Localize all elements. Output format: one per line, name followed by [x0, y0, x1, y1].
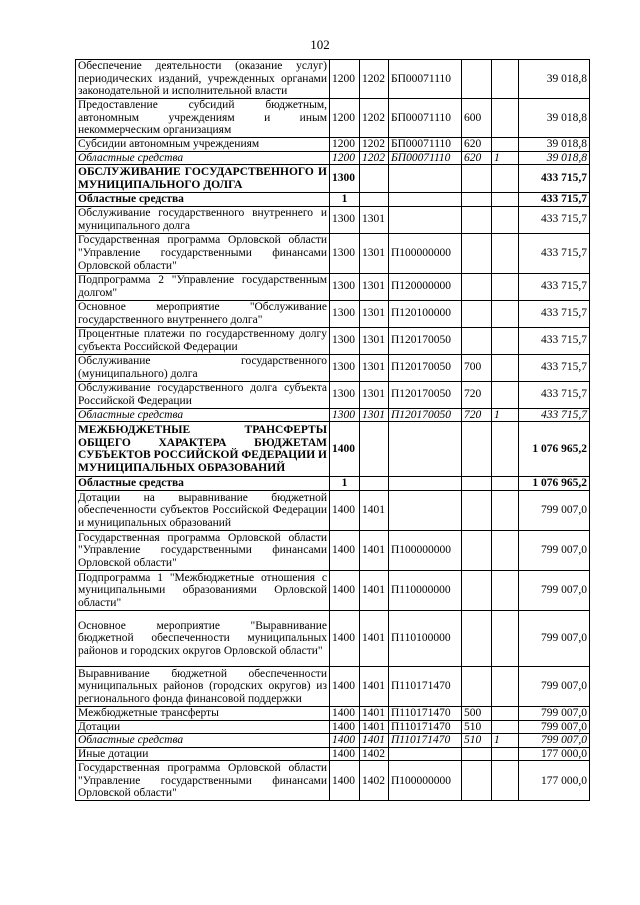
table-row [76, 233, 590, 273]
funding-source-code-cell [492, 747, 519, 761]
item-name-cell: Дотации [76, 720, 330, 734]
section-code-cell: 1400 [330, 530, 360, 570]
item-name-cell: Дотации на выравнивание бюджетной обеспеченности субъектов Российской Федерации и муниципальных образований [76, 490, 330, 530]
funding-source-code-cell [492, 193, 519, 207]
item-name-cell: Обеспечение деятельности (оказание услуг) периодических изданий, учрежденных органами законодательной и исполнительной власти [76, 60, 330, 99]
target-article-code-cell: П120170050 [389, 354, 462, 381]
subsection-code-cell: 1301 [360, 300, 389, 327]
expense-type-code-cell [462, 747, 492, 761]
amount-cell: 799 007,0 [519, 530, 590, 570]
subsection-code-cell: 1202 [360, 138, 389, 152]
funding-source-code-cell [492, 60, 519, 99]
amount-cell: 433 715,7 [519, 354, 590, 381]
amount-cell: 799 007,0 [519, 720, 590, 734]
amount-cell: 433 715,7 [519, 381, 590, 408]
item-name-cell: Государственная программа Орловской области "Управление государственными финансами Орловской области" [76, 530, 330, 570]
expense-type-code-cell [462, 300, 492, 327]
target-article-code-cell: П120000000 [389, 273, 462, 300]
target-article-code-cell: П120170050 [389, 381, 462, 408]
target-article-code-cell: БП00071110 [389, 99, 462, 138]
item-name-cell: Подпрограмма 2 "Управление государственным долгом" [76, 273, 330, 300]
section-code-cell: 1200 [330, 151, 360, 165]
expense-type-code-cell [462, 761, 492, 801]
table-row [76, 354, 590, 381]
amount-cell: 799 007,0 [519, 734, 590, 748]
item-name-cell: Основное мероприятие "Выравнивание бюджетной обеспеченности муниципальных районов и городских округов Орловской области" [76, 610, 330, 666]
item-name-cell: Обслуживание государственного внутреннего и муниципального долга [76, 206, 330, 233]
subsection-code-cell: 1402 [360, 747, 389, 761]
expense-type-code-cell [462, 477, 492, 491]
target-article-code-cell [389, 165, 462, 193]
section-code-cell: 1400 [330, 610, 360, 666]
funding-source-code-cell [492, 206, 519, 233]
item-name-cell: Областные средства [76, 408, 330, 422]
item-name-cell: Иные дотации [76, 747, 330, 761]
table-row [76, 193, 590, 207]
funding-source-code-cell [492, 138, 519, 152]
subsection-code-cell: 1202 [360, 151, 389, 165]
funding-source-code-cell [492, 300, 519, 327]
amount-cell: 433 715,7 [519, 206, 590, 233]
funding-source-code-cell [492, 99, 519, 138]
funding-source-code-cell [492, 610, 519, 666]
section-code-cell: 1400 [330, 720, 360, 734]
amount-cell: 39 018,8 [519, 60, 590, 99]
item-name-cell: Межбюджетные трансферты [76, 706, 330, 720]
table-row [76, 734, 590, 748]
target-article-code-cell [389, 193, 462, 207]
item-name-cell: Подпрограмма 1 "Межбюджетные отношения с муниципальными образованиями Орловской области" [76, 570, 330, 610]
expense-type-code-cell [462, 60, 492, 99]
item-name-cell: Обслуживание государственного (муниципального) долга [76, 354, 330, 381]
page-number: 102 [310, 37, 330, 52]
expense-type-code-cell [462, 273, 492, 300]
funding-source-code-cell [492, 490, 519, 530]
target-article-code-cell [389, 747, 462, 761]
funding-source-code-cell: 1 [492, 408, 519, 422]
subsection-code-cell: 1402 [360, 761, 389, 801]
target-article-code-cell: БП00071110 [389, 138, 462, 152]
target-article-code-cell [389, 490, 462, 530]
table-row [76, 300, 590, 327]
target-article-code-cell: П120170050 [389, 408, 462, 422]
section-code-cell: 1200 [330, 138, 360, 152]
item-name-cell: Государственная программа Орловской области "Управление государственными финансами Орловской области" [76, 761, 330, 801]
amount-cell: 1 076 965,2 [519, 422, 590, 477]
section-code-cell: 1200 [330, 99, 360, 138]
target-article-code-cell: П110171470 [389, 706, 462, 720]
table-row [76, 206, 590, 233]
amount-cell: 433 715,7 [519, 273, 590, 300]
expense-type-code-cell [462, 165, 492, 193]
funding-source-code-cell [492, 381, 519, 408]
expense-type-code-cell [462, 570, 492, 610]
table-row [76, 60, 590, 99]
target-article-code-cell: П100000000 [389, 530, 462, 570]
table-row [76, 381, 590, 408]
funding-source-code-cell [492, 354, 519, 381]
table-row [76, 477, 590, 491]
target-article-code-cell: П120170050 [389, 327, 462, 354]
expense-type-code-cell: 620 [462, 151, 492, 165]
section-code-cell: 1300 [330, 408, 360, 422]
expense-type-code-cell: 720 [462, 408, 492, 422]
funding-source-code-cell [492, 761, 519, 801]
amount-cell: 39 018,8 [519, 138, 590, 152]
item-name-cell: Выравнивание бюджетной обеспеченности муниципальных районов (городских округов) из регионального фонда финансовой поддержки [76, 666, 330, 706]
item-name-cell: Предоставление субсидий бюджетным, автономным учреждениям и иным некоммерческим организациям [76, 99, 330, 138]
amount-cell: 177 000,0 [519, 747, 590, 761]
funding-source-code-cell [492, 666, 519, 706]
amount-cell: 799 007,0 [519, 706, 590, 720]
amount-cell: 1 076 965,2 [519, 477, 590, 491]
table-row [76, 666, 590, 706]
table-row [76, 273, 590, 300]
section-code-cell: 1400 [330, 666, 360, 706]
budget-table-body [76, 60, 590, 801]
table-row [76, 327, 590, 354]
expense-type-code-cell [462, 666, 492, 706]
table-row [76, 490, 590, 530]
target-article-code-cell: БП00071110 [389, 60, 462, 99]
expense-type-code-cell: 500 [462, 706, 492, 720]
funding-source-code-cell [492, 477, 519, 491]
expense-type-code-cell: 720 [462, 381, 492, 408]
section-code-cell: 1400 [330, 734, 360, 748]
item-name-cell: Процентные платежи по государственному долгу субъекта Российской Федерации [76, 327, 330, 354]
target-article-code-cell: П110171470 [389, 666, 462, 706]
item-name-cell: Областные средства [76, 477, 330, 491]
section-code-cell: 1400 [330, 570, 360, 610]
subsection-code-cell: 1401 [360, 666, 389, 706]
funding-source-code-cell [492, 233, 519, 273]
section-code-cell: 1 [330, 193, 360, 207]
amount-cell: 433 715,7 [519, 327, 590, 354]
section-code-cell: 1300 [330, 165, 360, 193]
funding-source-code-cell [492, 530, 519, 570]
expense-type-code-cell: 700 [462, 354, 492, 381]
funding-source-code-cell: 1 [492, 734, 519, 748]
table-row [76, 610, 590, 666]
table-row [76, 570, 590, 610]
amount-cell: 177 000,0 [519, 761, 590, 801]
item-name-cell: МЕЖБЮДЖЕТНЫЕ ТРАНСФЕРТЫ ОБЩЕГО ХАРАКТЕРА БЮДЖЕТАМ СУБЪЕКТОВ РОССИЙСКОЙ ФЕДЕРАЦИИ И МУНИЦИПАЛЬНЫХ ОБРАЗОВАНИЙ [76, 422, 330, 477]
item-name-cell: Государственная программа Орловской области "Управление государственными финансами Орловской области" [76, 233, 330, 273]
amount-cell: 433 715,7 [519, 193, 590, 207]
subsection-code-cell [360, 422, 389, 477]
target-article-code-cell: П110171470 [389, 720, 462, 734]
subsection-code-cell: 1202 [360, 60, 389, 99]
subsection-code-cell: 1301 [360, 206, 389, 233]
target-article-code-cell: П100000000 [389, 233, 462, 273]
subsection-code-cell: 1301 [360, 408, 389, 422]
section-code-cell: 1400 [330, 706, 360, 720]
subsection-code-cell [360, 193, 389, 207]
expense-type-code-cell [462, 422, 492, 477]
subsection-code-cell: 1301 [360, 273, 389, 300]
expense-type-code-cell [462, 327, 492, 354]
expense-type-code-cell [462, 193, 492, 207]
amount-cell: 433 715,7 [519, 165, 590, 193]
budget-table [75, 59, 590, 801]
expense-type-code-cell: 620 [462, 138, 492, 152]
section-code-cell: 1400 [330, 747, 360, 761]
target-article-code-cell [389, 477, 462, 491]
table-row [76, 151, 590, 165]
amount-cell: 799 007,0 [519, 490, 590, 530]
section-code-cell: 1200 [330, 60, 360, 99]
expense-type-code-cell [462, 233, 492, 273]
table-row [76, 408, 590, 422]
expense-type-code-cell: 510 [462, 720, 492, 734]
item-name-cell: Областные средства [76, 193, 330, 207]
subsection-code-cell: 1401 [360, 490, 389, 530]
subsection-code-cell: 1401 [360, 610, 389, 666]
table-row [76, 165, 590, 193]
subsection-code-cell: 1301 [360, 381, 389, 408]
funding-source-code-cell [492, 422, 519, 477]
funding-source-code-cell [492, 570, 519, 610]
section-code-cell: 1300 [330, 206, 360, 233]
table-row [76, 706, 590, 720]
section-code-cell: 1300 [330, 300, 360, 327]
amount-cell: 39 018,8 [519, 151, 590, 165]
funding-source-code-cell [492, 165, 519, 193]
item-name-cell: Субсидии автономным учреждениям [76, 138, 330, 152]
table-row [76, 720, 590, 734]
funding-source-code-cell: 1 [492, 151, 519, 165]
section-code-cell: 1300 [330, 273, 360, 300]
section-code-cell: 1300 [330, 381, 360, 408]
expense-type-code-cell: 600 [462, 99, 492, 138]
amount-cell: 39 018,8 [519, 99, 590, 138]
amount-cell: 799 007,0 [519, 666, 590, 706]
item-name-cell: Обслуживание государственного долга субъекта Российской Федерации [76, 381, 330, 408]
table-row [76, 99, 590, 138]
item-name-cell: Областные средства [76, 734, 330, 748]
subsection-code-cell: 1401 [360, 570, 389, 610]
section-code-cell: 1400 [330, 490, 360, 530]
target-article-code-cell [389, 422, 462, 477]
subsection-code-cell: 1202 [360, 99, 389, 138]
subsection-code-cell: 1301 [360, 233, 389, 273]
expense-type-code-cell [462, 530, 492, 570]
amount-cell: 433 715,7 [519, 408, 590, 422]
target-article-code-cell: БП00071110 [389, 151, 462, 165]
amount-cell: 433 715,7 [519, 233, 590, 273]
amount-cell: 433 715,7 [519, 300, 590, 327]
target-article-code-cell: П110100000 [389, 610, 462, 666]
subsection-code-cell: 1401 [360, 734, 389, 748]
target-article-code-cell: П110000000 [389, 570, 462, 610]
section-code-cell: 1400 [330, 422, 360, 477]
section-code-cell: 1 [330, 477, 360, 491]
item-name-cell: Основное мероприятие "Обслуживание государственного внутреннего долга" [76, 300, 330, 327]
funding-source-code-cell [492, 273, 519, 300]
subsection-code-cell [360, 477, 389, 491]
expense-type-code-cell: 510 [462, 734, 492, 748]
subsection-code-cell: 1401 [360, 720, 389, 734]
amount-cell: 799 007,0 [519, 570, 590, 610]
amount-cell: 799 007,0 [519, 610, 590, 666]
table-row [76, 761, 590, 801]
target-article-code-cell: П120100000 [389, 300, 462, 327]
item-name-cell: Областные средства [76, 151, 330, 165]
expense-type-code-cell [462, 206, 492, 233]
subsection-code-cell [360, 165, 389, 193]
subsection-code-cell: 1301 [360, 354, 389, 381]
funding-source-code-cell [492, 327, 519, 354]
target-article-code-cell [389, 206, 462, 233]
table-row [76, 530, 590, 570]
target-article-code-cell: П100000000 [389, 761, 462, 801]
funding-source-code-cell [492, 720, 519, 734]
funding-source-code-cell [492, 706, 519, 720]
target-article-code-cell: П110171470 [389, 734, 462, 748]
subsection-code-cell: 1301 [360, 327, 389, 354]
section-code-cell: 1400 [330, 761, 360, 801]
section-code-cell: 1300 [330, 327, 360, 354]
item-name-cell: ОБСЛУЖИВАНИЕ ГОСУДАРСТВЕННОГО И МУНИЦИПАЛЬНОГО ДОЛГА [76, 165, 330, 193]
subsection-code-cell: 1401 [360, 530, 389, 570]
subsection-code-cell: 1401 [360, 706, 389, 720]
section-code-cell: 1300 [330, 233, 360, 273]
table-row [76, 138, 590, 152]
expense-type-code-cell [462, 490, 492, 530]
expense-type-code-cell [462, 610, 492, 666]
table-row [76, 747, 590, 761]
table-row [76, 422, 590, 477]
section-code-cell: 1300 [330, 354, 360, 381]
